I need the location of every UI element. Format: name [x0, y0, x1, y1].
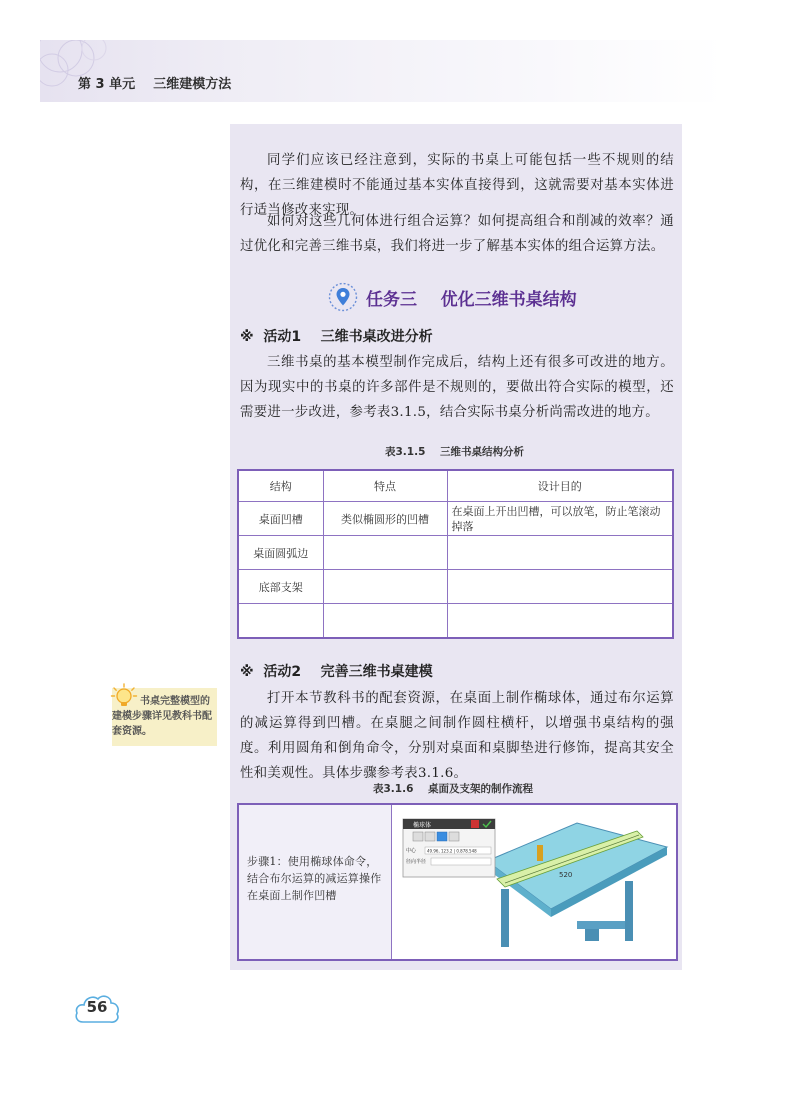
table-cell [447, 604, 673, 639]
header-band [40, 40, 800, 102]
step1-text: 步骤1：使用椭球体命令，结合布尔运算的减运算操作在桌面上制作凹槽 [247, 855, 382, 902]
table-cell: 桌面凹槽 [238, 502, 323, 536]
table2-caption: 表3.1.6 桌面及支架的制作流程 [373, 783, 534, 795]
header-cell: 特点 [323, 470, 447, 502]
field1-label: 中心 [406, 848, 417, 854]
table-row [238, 502, 673, 536]
task-title: 任务三 优化三维书桌结构 [366, 289, 577, 310]
header-decoration [40, 40, 130, 102]
unit-title: 第 3 单元 三维建模方法 [78, 77, 232, 92]
table-cell [447, 570, 673, 604]
table-cell: 底部支架 [238, 570, 323, 604]
activity1-body: 三维书桌的基本模型制作完成后，结构上还有很多可改进的地方。因为现实中的书桌的许多部件是不规则的，要做出符合实际的模型，还需要进一步改进，参考表3.1.5，结合实际书桌分析尚需改进的地方。 [240, 355, 674, 420]
step-description-cell [239, 805, 392, 959]
structure-analysis-table [237, 469, 674, 639]
field2-label: 径向半径 [406, 859, 427, 865]
table-header-row [238, 470, 673, 502]
activity2-body: 打开本节教科书的配套资源，在桌面上制作椭球体，通过布尔运算的减运算得到凹槽。在桌腿之间制作圆柱横杆，以增强书桌结构的强度。利用圆角和倒角命令，分别对桌面和桌脚垫进行修饰，提高其安全性和美观性。具体步骤参考表3.1.6。 [240, 691, 674, 781]
header-cell: 设计目的 [447, 470, 673, 502]
production-flow-table [237, 803, 678, 961]
table-row [238, 604, 673, 639]
intro-paragraph-1: 同学们应该已经注意到，实际的书桌上可能包括一些不规则的结构，在三维建模时不能通过基本实体直接得到，这就需要对基本实体进行适当修改来实现。 [240, 153, 674, 218]
header-cell: 结构 [238, 470, 323, 502]
page-number-badge [73, 990, 121, 1026]
location-pin-icon [328, 282, 358, 312]
activity2-title: ※ 活动2 完善三维书桌建模 [240, 664, 433, 680]
side-tip-content: 书桌完整模型的建模步骤详见教科书配套资源。 [112, 696, 212, 737]
dimension-label: 520 [559, 871, 573, 879]
activity1-title: ※ 活动1 三维书桌改进分析 [240, 329, 433, 345]
table-cell [323, 570, 447, 604]
table-cell: 桌面圆弧边 [238, 536, 323, 570]
side-tip-text [112, 694, 217, 739]
task-heading [328, 282, 577, 312]
table-cell: 类似椭圆形的凹槽 [323, 502, 447, 536]
cad-screenshot [401, 817, 669, 947]
table-cell: 在桌面上开出凹槽，可以放笔，防止笔滚动掉落 [447, 502, 673, 536]
field1-value: 49.96, 123.2 | 0.878.548 [427, 848, 477, 854]
table-row [238, 570, 673, 604]
table1-caption: 表3.1.5 三维书桌结构分析 [385, 446, 525, 458]
table-row [238, 536, 673, 570]
table-cell [323, 604, 447, 639]
page-number: 56 [86, 998, 108, 1016]
table-cell [238, 604, 323, 639]
dialog-title: 椭球体 [413, 822, 432, 829]
table-cell [323, 536, 447, 570]
table-cell [447, 536, 673, 570]
intro-paragraph-2: 如何对这些几何体进行组合运算？如何提高组合和削减的效率？通过优化和完善三维书桌，我们将进一步了解基本实体的组合运算方法。 [240, 214, 674, 254]
